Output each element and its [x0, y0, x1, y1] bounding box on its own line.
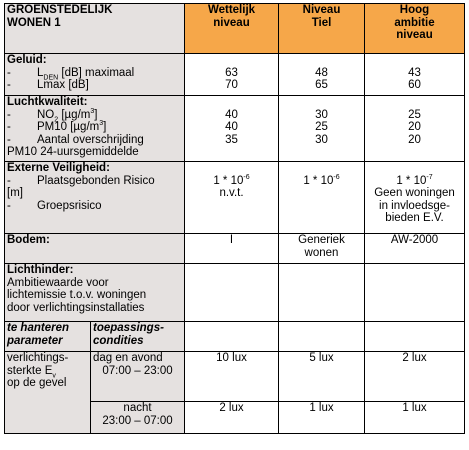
value: 20 — [408, 121, 421, 133]
veiligheid-row1-cont: [m] — [7, 187, 23, 199]
bodem-wettelijk-cell — [185, 234, 279, 264]
value: 40 — [225, 121, 238, 133]
licht-desc-line: lichtemissie t.o.v. woningen — [7, 289, 147, 301]
value-note: in invloedsge- — [379, 199, 450, 212]
value-note: Geen woningen — [374, 187, 455, 199]
param-header-line2: parameter — [7, 334, 63, 347]
bodem-tiel-cell — [279, 234, 365, 264]
geluid-row1-label: - $L_{DEN}$ [dB] maximaal — [7, 66, 135, 81]
bodem-label-cell — [5, 234, 185, 264]
condition-line1: nacht — [123, 402, 152, 414]
dag-row — [5, 352, 465, 402]
nacht-wettelijk-cell — [185, 402, 279, 434]
licht-desc-line: door verlichtingsinstallaties — [7, 301, 145, 314]
params-empty-cell — [365, 322, 465, 352]
geluid-wettelijk-cell — [185, 54, 279, 96]
header-title-line1: GROENSTEDELIJK — [7, 4, 113, 16]
bodem-hoog-cell — [365, 234, 465, 264]
value: 2 lux — [219, 402, 244, 414]
section-title: Lichthinder: — [7, 264, 74, 276]
veiligheid-wettelijk-cell — [185, 162, 279, 234]
norms-table — [4, 3, 465, 434]
dag-tiel-cell — [279, 352, 365, 402]
value-note: n.v.t. — [219, 187, 244, 199]
params-empty-cell — [279, 322, 365, 352]
value: 1 lux — [402, 402, 427, 414]
value: 30 — [315, 133, 328, 146]
lucht-hoog-cell — [365, 96, 465, 162]
parameter-line2: sterkte $E_v$ — [7, 364, 56, 379]
conditions-header-cell — [91, 322, 185, 352]
section-lucht-row — [5, 96, 465, 162]
value: 70 — [225, 79, 238, 91]
value: 48 — [315, 66, 328, 79]
value: 25 — [315, 121, 328, 133]
conditions-header-line1: toepassings- — [93, 322, 164, 334]
table-header-row — [5, 4, 465, 54]
lucht-row3-cont: PM10 24-uursgemiddelde — [7, 146, 139, 158]
section-title: Bodem: — [7, 234, 50, 246]
parameter-cell — [5, 352, 91, 434]
header-col3-line3: niveau — [396, 29, 433, 41]
lucht-row3-label: - Aantal overschrijding — [7, 133, 144, 146]
lucht-row2-label: - PM10 $[\mu g/m^3]$ — [7, 120, 107, 133]
nacht-hoog-cell — [365, 402, 465, 434]
condition-line2: 07:00 – 23:00 — [102, 364, 173, 377]
header-col2-line1: Niveau — [302, 4, 341, 16]
section-geluid-row — [5, 54, 465, 96]
header-tiel-cell — [279, 4, 365, 54]
parameter-line3: op de gevel — [7, 377, 67, 389]
header-col3-line1: Hoog — [399, 4, 430, 16]
header-hoog-cell — [365, 4, 465, 54]
geluid-hoog-cell — [365, 54, 465, 96]
value: 10 lux — [216, 352, 247, 364]
value: I — [229, 234, 234, 246]
header-title-line2: WONEN 1 — [7, 16, 61, 29]
header-col1-line1: Wettelijk — [207, 4, 256, 16]
parameter-line1: verlichtings- — [7, 352, 69, 364]
conditions-header-line2: condities — [93, 334, 144, 347]
geluid-tiel-cell — [279, 54, 365, 96]
value: 25 — [408, 108, 421, 121]
value: $1 * 10^{-6}$ — [213, 173, 250, 187]
lucht-label-cell — [5, 96, 185, 162]
params-header-row — [5, 322, 465, 352]
param-header-line1: te hanteren — [7, 322, 69, 334]
value: 2 lux — [402, 352, 427, 364]
dag-wettelijk-cell — [185, 352, 279, 402]
header-wettelijk-cell — [185, 4, 279, 54]
veiligheid-tiel-cell — [279, 162, 365, 234]
licht-wettelijk-cell — [185, 264, 279, 322]
value: 63 — [225, 66, 238, 79]
value: wonen — [304, 246, 339, 259]
params-empty-cell — [185, 322, 279, 352]
header-title-cell — [5, 4, 185, 54]
geluid-row2-label: - Lmax [dB] — [7, 79, 89, 91]
header-col3-line2: ambitie — [394, 16, 435, 29]
header-col1-line2: niveau — [213, 16, 250, 29]
dag-condition-cell — [91, 352, 185, 402]
value: Generiek — [298, 234, 345, 246]
section-title: Geluid: — [7, 54, 47, 66]
licht-tiel-cell — [279, 264, 365, 322]
section-licht-row — [5, 264, 465, 322]
value: 65 — [315, 79, 328, 91]
value: $1 * 10^{-7}$ — [396, 173, 433, 187]
veiligheid-row2-label: - Groepsrisico — [7, 199, 102, 212]
condition-line2: 23:00 – 07:00 — [102, 414, 173, 427]
value: 43 — [408, 66, 421, 79]
licht-desc-line: Ambitiewaarde voor — [7, 276, 109, 289]
section-title: Luchtkwaliteit: — [7, 96, 88, 108]
value: 1 lux — [309, 402, 334, 414]
veiligheid-row1-label: - Plaatsgebonden Risico — [7, 174, 155, 187]
section-veiligheid-row — [5, 162, 465, 234]
veiligheid-hoog-cell — [365, 162, 465, 234]
value: AW-2000 — [390, 234, 439, 246]
nacht-tiel-cell — [279, 402, 365, 434]
header-col2-line2: Tiel — [311, 16, 332, 29]
nacht-condition-cell — [91, 402, 185, 434]
lucht-tiel-cell — [279, 96, 365, 162]
geluid-label-cell — [5, 54, 185, 96]
value: 5 lux — [309, 352, 334, 364]
section-title: Externe Veiligheid: — [7, 162, 110, 174]
value: 35 — [225, 133, 238, 146]
section-bodem-row — [5, 234, 465, 264]
value: 30 — [315, 108, 328, 121]
value: 40 — [225, 108, 238, 121]
condition-line1: dag en avond — [93, 352, 163, 364]
veiligheid-label-cell — [5, 162, 185, 234]
lucht-wettelijk-cell — [185, 96, 279, 162]
value-note: bieden E.V. — [385, 212, 444, 224]
dag-hoog-cell — [365, 352, 465, 402]
lucht-row1-label: - $NO_2$ $[\mu g/m^3]$ — [7, 107, 98, 123]
value: 20 — [408, 133, 421, 146]
licht-hoog-cell — [365, 264, 465, 322]
param-header-cell — [5, 322, 91, 352]
licht-label-cell — [5, 264, 185, 322]
value: 60 — [408, 79, 421, 91]
value: $1 * 10^{-6}$ — [303, 173, 340, 187]
